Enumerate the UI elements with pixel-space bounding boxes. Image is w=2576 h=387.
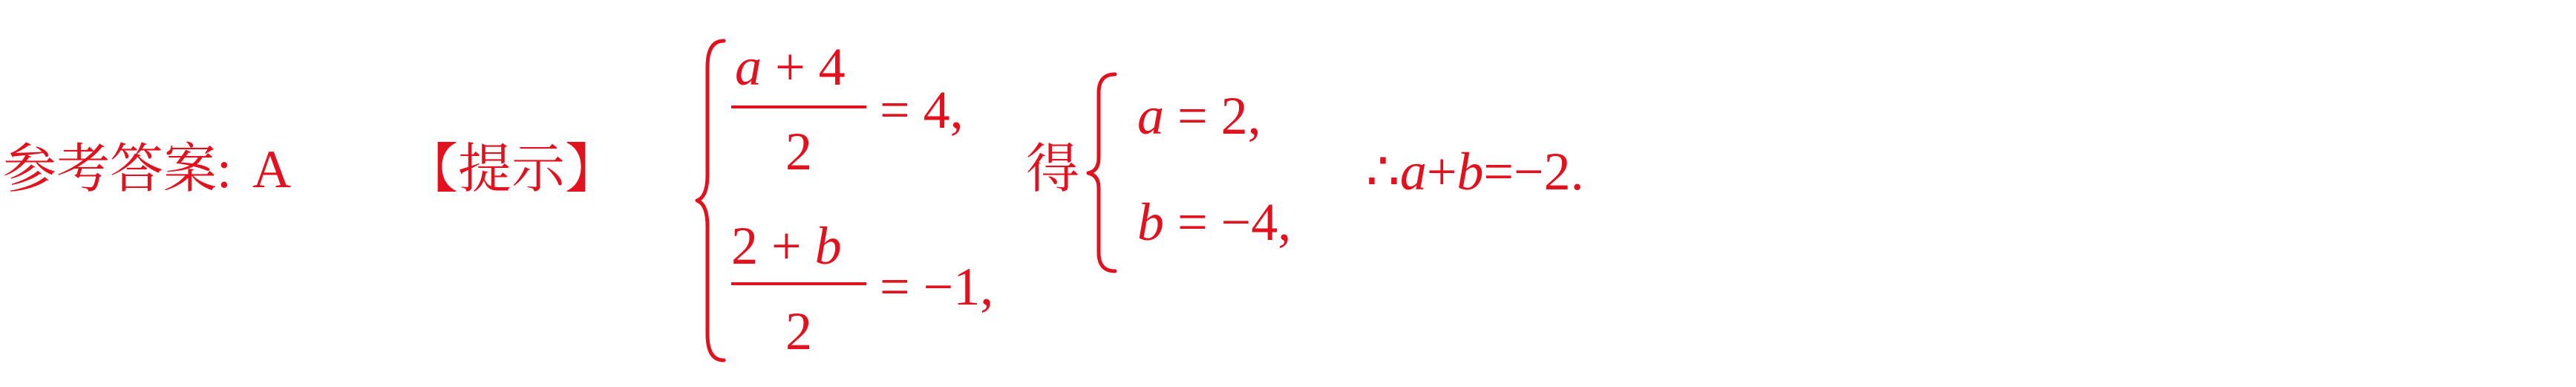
- therefore-symbol: ∴: [1366, 142, 1400, 201]
- sys2-eq1: [1137, 86, 1261, 146]
- conclusion: [1366, 142, 1584, 201]
- sys1-eq2-denominator: 2: [785, 302, 812, 361]
- conclusion-rhs: =−2.: [1483, 142, 1584, 201]
- conclusion-var-a: a: [1399, 142, 1427, 201]
- sys1-eq2-fraction-bar: [731, 282, 866, 285]
- sys1-eq2-var-b: b: [814, 216, 842, 276]
- connector-de: 得: [1026, 140, 1080, 199]
- sys1-eq1-denominator: 2: [785, 122, 812, 181]
- sys1-eq1-numerator: [735, 37, 846, 97]
- conclusion-plus: +: [1426, 142, 1457, 201]
- sys1-eq2-rhs: = −1,: [880, 257, 994, 316]
- sys2-eq2-var: b: [1137, 192, 1164, 252]
- sys1-eq2-numerator: [731, 216, 842, 276]
- hint-label: 【提示】: [405, 140, 619, 199]
- sys2-eq2-rhs: = −4,: [1164, 192, 1292, 252]
- sys1-eq1-var-a: a: [735, 37, 762, 97]
- sys1-eq2-num-lead: 2 +: [731, 216, 815, 276]
- sys2-eq2: [1137, 192, 1292, 252]
- answer-label: 参考答案:: [3, 140, 232, 199]
- sys1-eq1-fraction-bar: [731, 105, 866, 108]
- sys1-eq1-rhs: = 4,: [880, 80, 964, 140]
- answer-choice: A: [252, 140, 291, 199]
- sys2-eq1-rhs: = 2,: [1164, 86, 1261, 146]
- conclusion-var-b: b: [1457, 142, 1484, 201]
- sys1-eq1-num-rest: + 4: [762, 37, 846, 97]
- left-brace-system1: [694, 37, 731, 364]
- left-brace-system2: [1085, 71, 1122, 275]
- sys2-eq1-var: a: [1137, 86, 1164, 146]
